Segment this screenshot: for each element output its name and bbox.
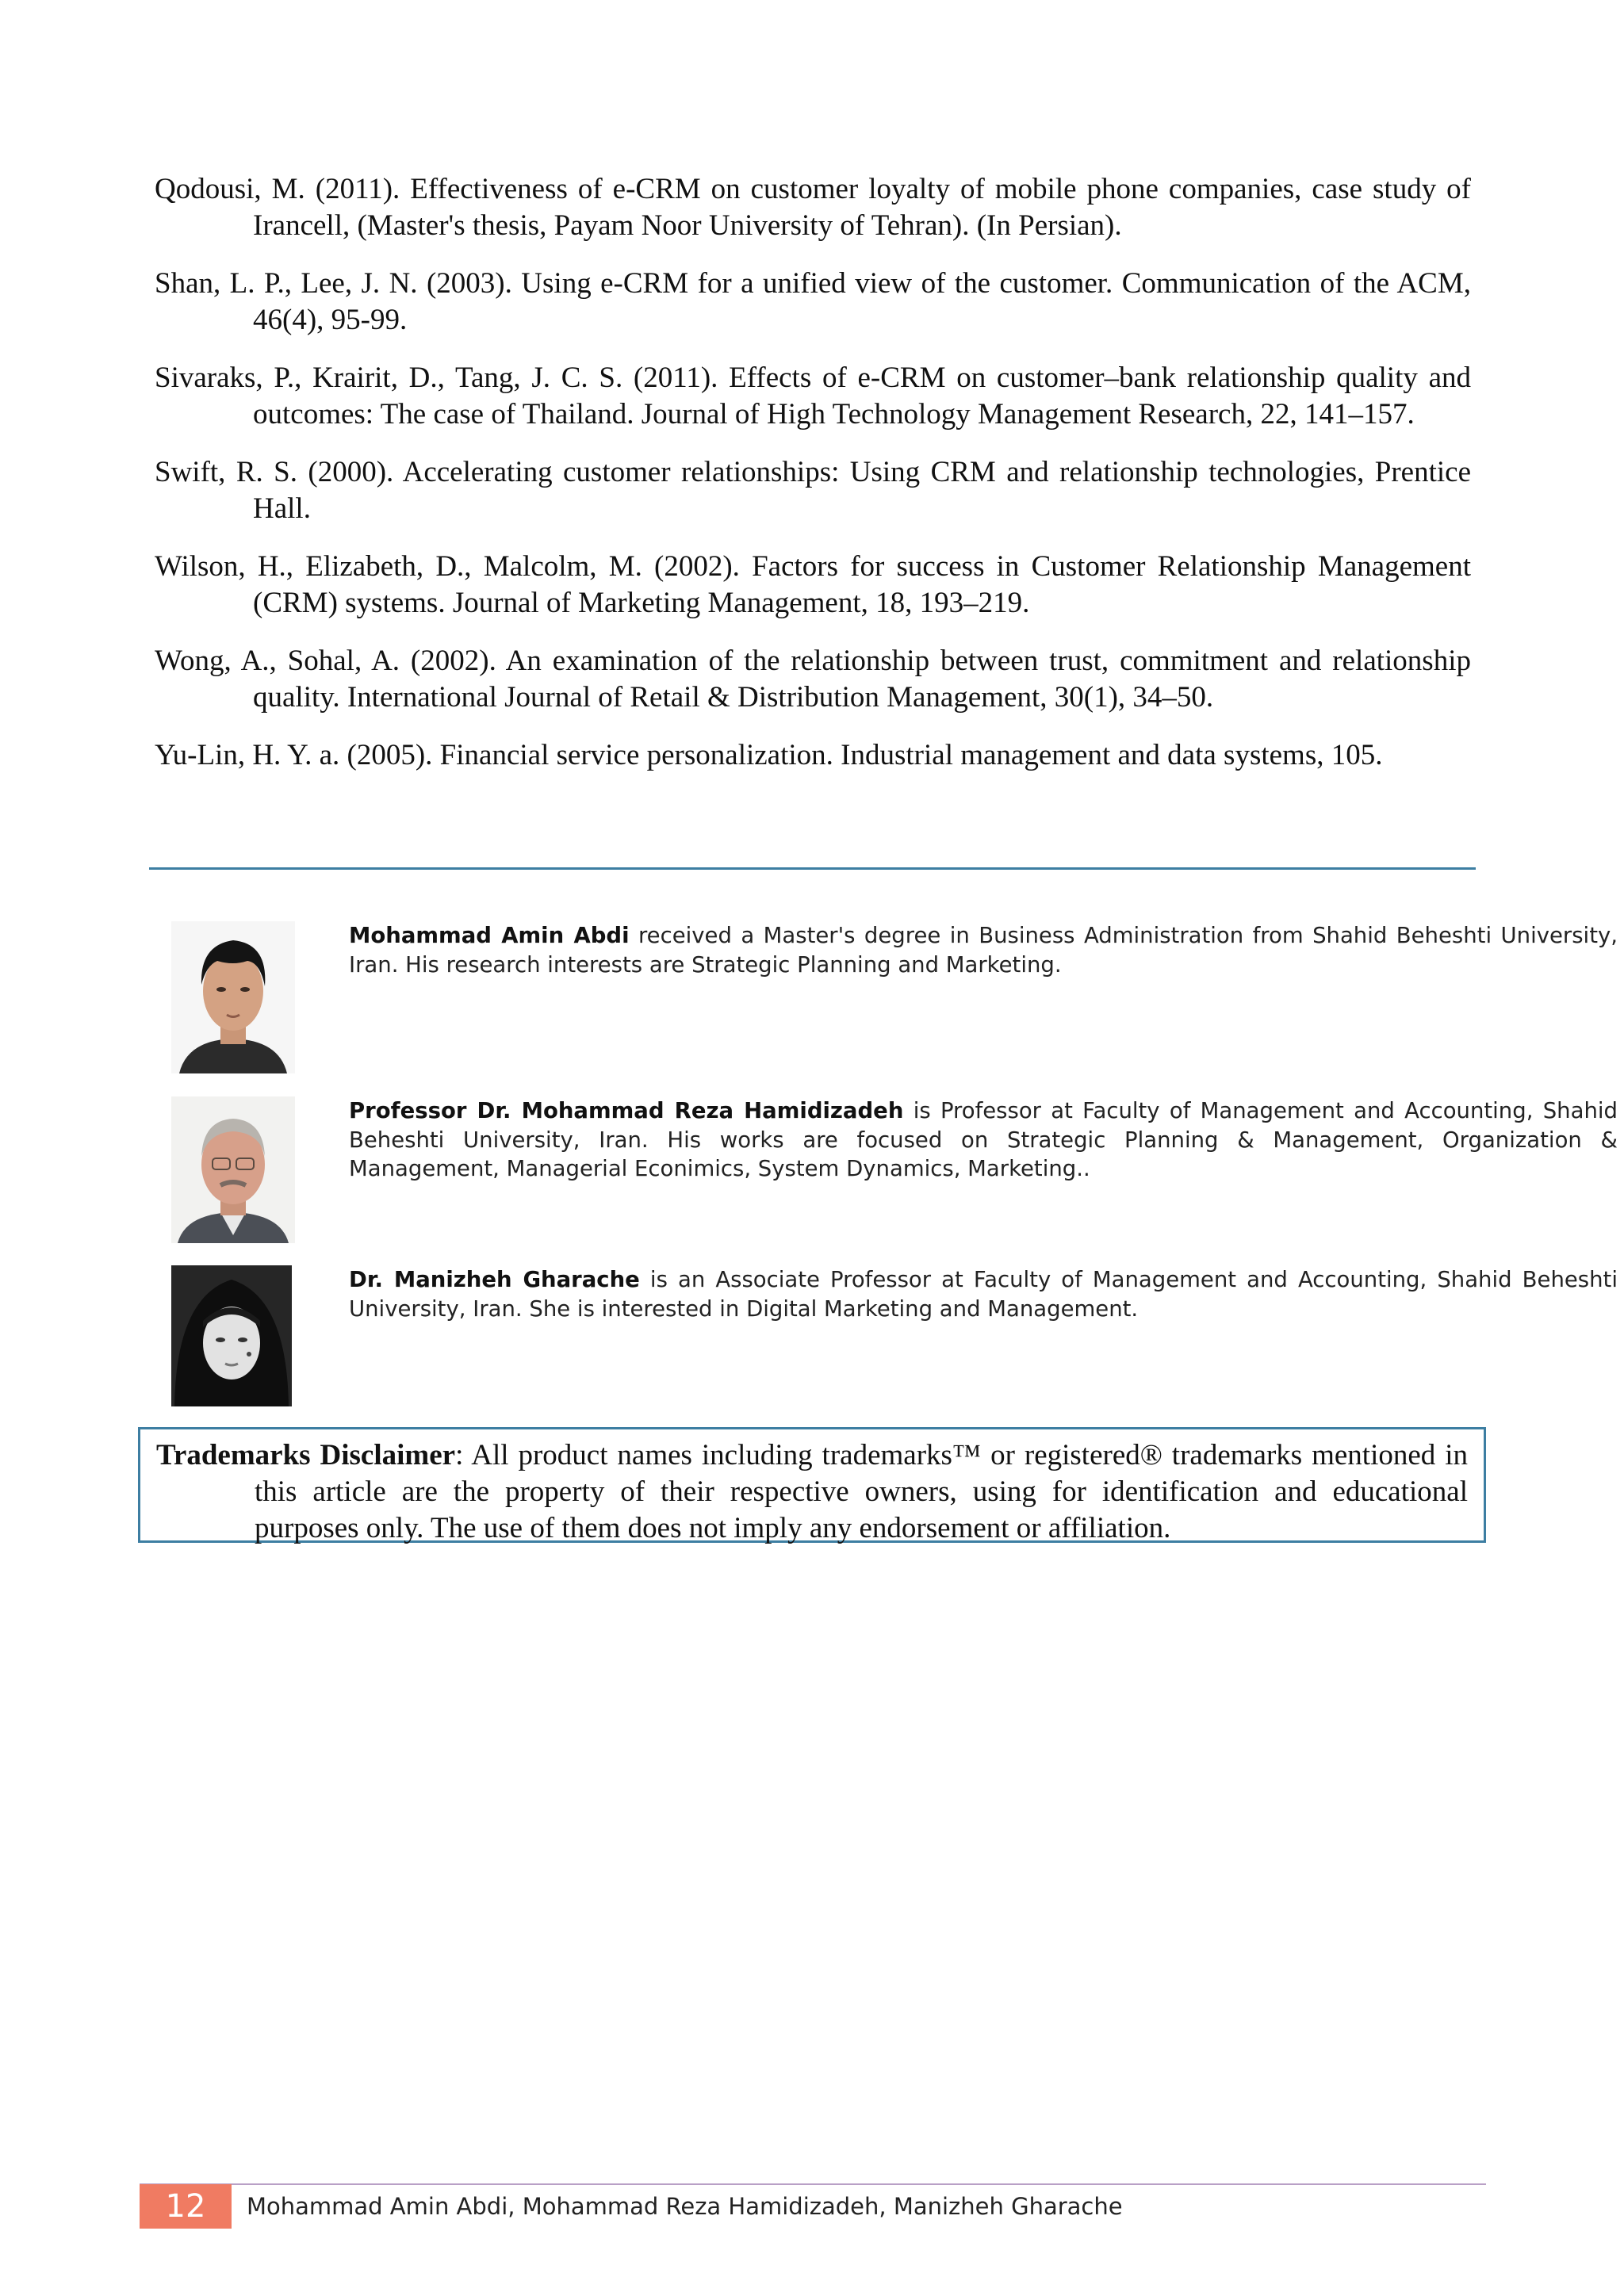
footer-authors: Mohammad Amin Abdi, Mohammad Reza Hamidizadeh, Manizheh Gharache [247, 2193, 1123, 2220]
trademarks-disclaimer-box [138, 1427, 1486, 1543]
disclaimer-text [156, 1437, 1468, 1547]
bio-text-hamidizadeh [349, 1096, 1618, 1184]
page-number-badge: 12 [140, 2184, 232, 2229]
reference-entry: Wong, A., Sohal, A. (2002). An examination of the relationship between trust, commitment and relationship quality. International Journal of Retail & Distribution Management, 30(1), 34–50. [155, 645, 1471, 714]
bio-text-abdi [349, 921, 1618, 979]
author-name: Professor Dr. Mohammad Reza Hamidizadeh [349, 1098, 904, 1123]
bio-description: is Professor at Faculty of Management and Accounting, Shahid Beheshti University, Iran. His works are focused on Strategic Planning & Management, Organization & Management, Managerial Econimics, System Dynamics, Marketing.. [349, 1098, 1618, 1181]
author-photo-abdi [171, 921, 295, 1060]
reference-entry: Shan, L. P., Lee, J. N. (2003). Using e-CRM for a unified view of the customer. Communication of the ACM, 46(4), 95-99. [155, 267, 1471, 336]
author-photo-gharache [171, 1265, 292, 1406]
reference-entry: Yu-Lin, H. Y. a. (2005). Financial service personalization. Industrial management and data systems, 105. [155, 739, 1383, 771]
author-name: Mohammad Amin Abdi [349, 923, 630, 948]
reference-entry: Wilson, H., Elizabeth, D., Malcolm, M. (2002). Factors for success in Customer Relationship Management (CRM) systems. Journal of Marketing Management, 18, 193–219. [155, 550, 1471, 619]
section-divider [149, 867, 1476, 870]
reference-entry: Qodousi, M. (2011). Effectiveness of e-CRM on customer loyalty of mobile phone companies, case study of Irancell, (Master's thesis, Payam Noor University of Tehran). (In Persian). [155, 173, 1471, 242]
disclaimer-body: : All product names including trademarks™ or registered® trademarks mentioned in this article are the property of their respective owners, using for identification and educational purposes only. The use of them does not imply any endorsement or affiliation. [255, 1439, 1468, 1544]
author-photo-hamidizadeh [171, 1096, 295, 1243]
bio-description: received a Master's degree in Business Administration from Shahid Beheshti University, Iran. His research interests are Strategic Planning and Marketing. [349, 923, 1618, 978]
reference-entry: Sivaraks, P., Krairit, D., Tang, J. C. S. (2011). Effects of e-CRM on customer–bank relationship quality and outcomes: The case of Thailand. Journal of High Technology Management Research, 22, 141–157. [155, 362, 1471, 430]
reference-entry: Swift, R. S. (2000). Accelerating customer relationships: Using CRM and relationship technologies, Prentice Hall. [155, 456, 1471, 525]
disclaimer-title: Trademarks Disclaimer [156, 1439, 456, 1471]
author-name: Dr. Manizheh Gharache [349, 1267, 640, 1292]
footer-divider [140, 2183, 1486, 2185]
bio-text-gharache [349, 1265, 1618, 1323]
reference-list [155, 171, 1471, 795]
bio-description: is an Associate Professor at Faculty of Management and Accounting, Shahid Beheshti University, Iran. She is interested in Digital Marketing and Management. [349, 1267, 1618, 1322]
